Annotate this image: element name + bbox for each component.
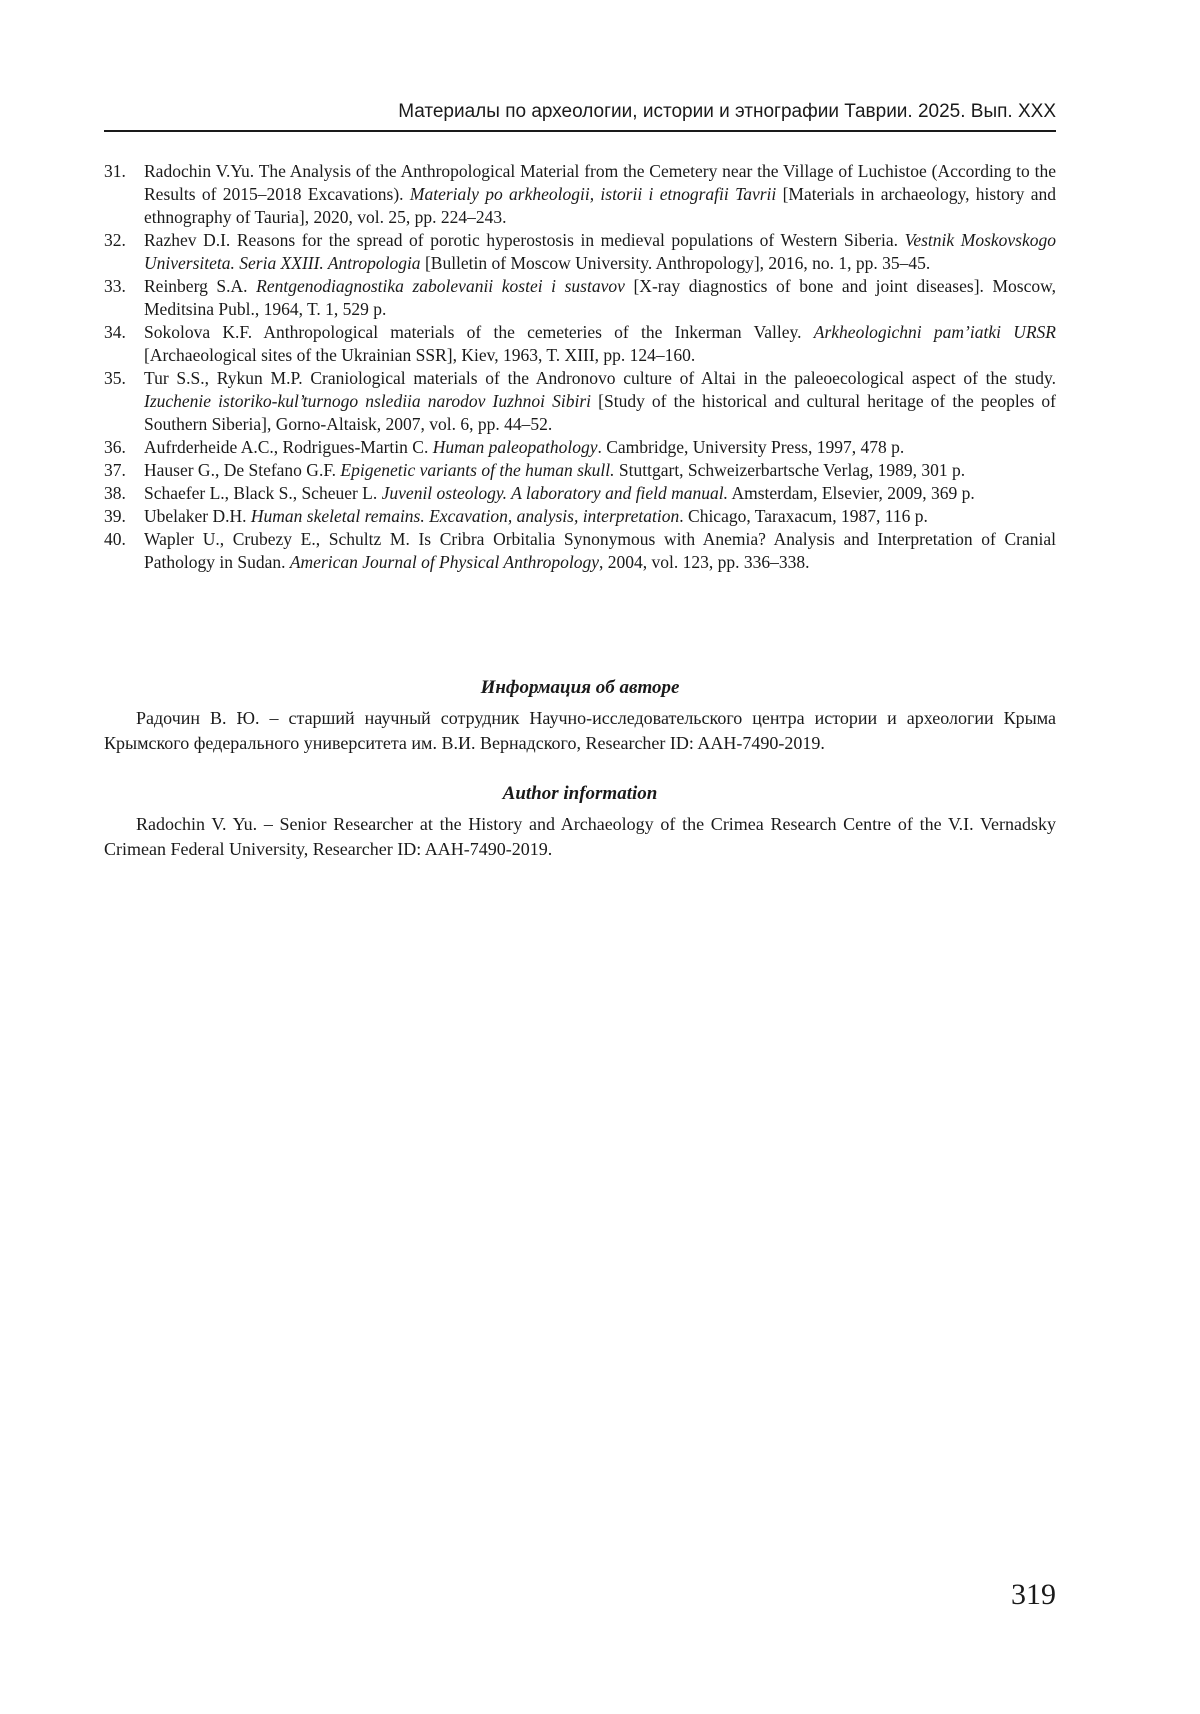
reference-text	[144, 276, 1056, 319]
reference-number: 35.	[104, 368, 126, 388]
reference-text-part: Aufrderheide A.C., Rodrigues-Martin C.	[144, 437, 433, 457]
reference-title-italic: Arkheologichni pam’iatki URSR	[813, 322, 1056, 342]
reference-text-part: Schaefer L., Black S., Scheuer L.	[144, 483, 382, 503]
reference-text-part: Tur S.S., Rykun M.P. Craniological materials of the Andronovo culture of Altai in the paleoecological aspect of the study.	[144, 368, 1056, 388]
reference-text-part: Razhev D.I. Reasons for the spread of porotic hyperostosis in medieval populations of Western Siberia.	[144, 230, 905, 250]
reference-text-part: [X-ray diagnostics of bone and joint diseases]. Moscow, Meditsina Publ., 1964, T. 1, 529 p.	[144, 276, 1057, 319]
reference-text-part: Ubelaker D.H.	[144, 506, 251, 526]
author-info-en-text: Radochin V. Yu. – Senior Researcher at the History and Archaeology of the Crimea Research Centre of the V.I. Vernadsky Crimean Federal University, Researcher ID: AAH-7490-2019.	[104, 814, 1056, 859]
reference-title-italic: Izuchenie istoriko-kul’turnogo nslediia narodov Iuzhnoi Sibiri	[144, 391, 592, 411]
reference-text	[144, 460, 965, 480]
reference-text-part: , 2004, vol. 123, pp. 336–338.	[598, 552, 810, 572]
reference-text	[144, 529, 1056, 572]
reference-title-italic: Vestnik Moskovskogo Universiteta. Seria XXIII. Antropologia	[144, 230, 1056, 273]
reference-number: 31.	[104, 161, 126, 181]
reference-item	[104, 528, 1056, 574]
page-number: 319	[1011, 1578, 1056, 1611]
header-rule	[104, 130, 1056, 132]
reference-number: 33.	[104, 276, 126, 296]
author-info-ru	[104, 676, 1056, 756]
reference-number: 38.	[104, 483, 126, 503]
author-info-en-title: Author information	[502, 783, 658, 804]
reference-text-part: Stuttgart, Schweizerbartsche Verlag, 1989, 301 p.	[614, 460, 966, 480]
reference-title-italic: Juvenil osteology. A laboratory and field manual.	[381, 483, 729, 503]
author-info-en	[104, 782, 1056, 862]
reference-text-part: Wapler U., Crubezy E., Schultz M. Is Cribra Orbitalia Synonymous with Anemia? Analysis and Interpretation of Cranial Pathology in Sudan.	[144, 529, 1056, 572]
reference-text-part: [Bulletin of Moscow University. Anthropology], 2016, no. 1, pp. 35–45.	[420, 253, 931, 273]
reference-text-part: Hauser G., De Stefano G.F.	[144, 460, 341, 480]
reference-text-part: Sokolova K.F. Anthropological materials of the cemeteries of the Inkerman Valley.	[144, 322, 814, 342]
reference-title-italic: Human skeletal remains. Excavation, analysis, interpretation	[250, 506, 680, 526]
journal-page	[104, 0, 1056, 1714]
reference-title-italic: Rentgenodiagnostika zabolevanii kostei i sustavov	[256, 276, 625, 296]
reference-title-italic: Epigenetic variants of the human skull.	[340, 460, 615, 480]
reference-text-part: . Cambridge, University Press, 1997, 478 p.	[597, 437, 905, 457]
reference-text	[144, 483, 975, 503]
reference-item	[104, 505, 1056, 528]
reference-text	[144, 161, 1056, 227]
reference-text-part: [Materials in archaeology, history and ethnography of Tauria], 2020, vol. 25, pp. 224–243.	[144, 184, 1057, 227]
reference-number: 36.	[104, 437, 126, 457]
reference-title-italic: Materialy po arkheologii, istorii i etnografii Tavrii	[409, 184, 777, 204]
reference-text-part: . Chicago, Taraxacum, 1987, 116 p.	[679, 506, 928, 526]
reference-item	[104, 321, 1056, 367]
reference-title-italic: American Journal of Physical Anthropology	[289, 552, 599, 572]
author-info-ru-title: Информация об авторе	[480, 677, 680, 698]
reference-text	[144, 506, 928, 526]
reference-item	[104, 436, 1056, 459]
reference-item	[104, 482, 1056, 505]
reference-list	[104, 160, 1056, 574]
reference-item	[104, 275, 1056, 321]
reference-item	[104, 459, 1056, 482]
reference-text	[144, 322, 1056, 365]
reference-text	[144, 437, 904, 457]
reference-text-part: Reinberg S.A.	[144, 276, 257, 296]
reference-item	[104, 160, 1056, 229]
reference-text-part: Amsterdam, Elsevier, 2009, 369 p.	[728, 483, 975, 503]
reference-item	[104, 229, 1056, 275]
reference-text-part: Radochin V.Yu. The Analysis of the Anthropological Material from the Cemetery near the Village of Luchistoe (According to the Results of 2015–2018 Excavations).	[144, 161, 1056, 204]
author-info-ru-text: Радочин В. Ю. – старший научный сотрудник Научно-исследовательского центра истории и археологии Крыма Крымского федерального университета им. В.И. Вернадского, Researcher ID: AAH-7490-2019.	[104, 708, 1056, 753]
reference-item	[104, 367, 1056, 436]
reference-number: 37.	[104, 460, 126, 480]
reference-number: 32.	[104, 230, 126, 250]
reference-text-part: [Archaeological sites of the Ukrainian SSR], Kiev, 1963, T. XIII, pp. 124–160.	[144, 345, 696, 365]
reference-number: 39.	[104, 506, 126, 526]
reference-number: 34.	[104, 322, 126, 342]
reference-text	[144, 230, 1056, 273]
reference-title-italic: Human paleopathology	[432, 437, 598, 457]
reference-text	[144, 368, 1056, 434]
reference-text-part: [Study of the historical and cultural heritage of the peoples of Southern Siberia], Gorno-Altaisk, 2007, vol. 6, pp. 44–52.	[144, 391, 1056, 434]
reference-number: 40.	[104, 529, 126, 549]
running-head: Материалы по археологии, истории и этнографии Таврии. 2025. Вып. XXX	[398, 101, 1056, 122]
